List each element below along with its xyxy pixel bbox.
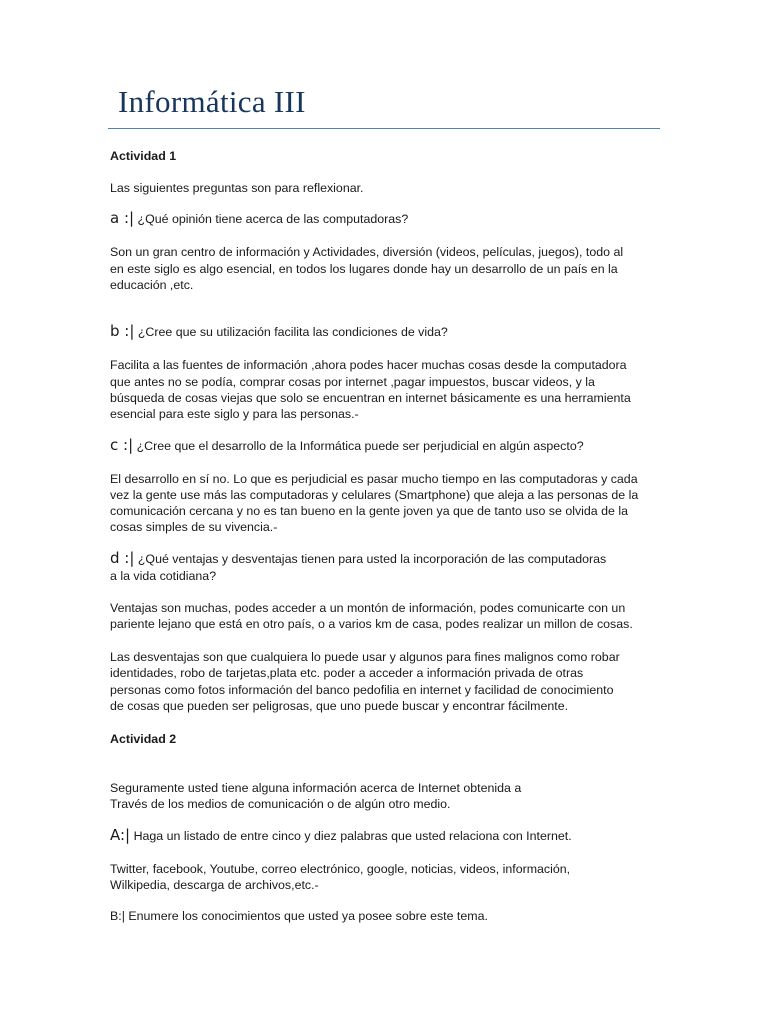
question-b [110, 323, 670, 341]
question-c-text: ¿Cree que el desarrollo de la Informática puede ser perjudicial en algún aspecto? [136, 439, 584, 453]
question-d-text-cont: a la vida cotidiana? [110, 569, 217, 583]
answer-a-line: Son un gran centro de información y Actividades, diversión (videos, películas, juegos), todo al [110, 245, 624, 259]
answer-d-line: personas como fotos información del banco pedofilia en internet y facilidad de conocimiento [110, 683, 614, 697]
answer-A-line: Twitter, facebook, Youtube, correo electrónico, google, noticias, videos, información, [110, 862, 571, 876]
question-B [110, 908, 670, 925]
answer-d-line: Las desventajas son que cualquiera lo puede usar y algunos para fines malignos como robar [110, 650, 620, 664]
question-c [110, 437, 670, 455]
question-d-letter: d :| [110, 549, 135, 567]
activity2-intro-line: Seguramente usted tiene alguna información acerca de Internet obtenida a [110, 781, 522, 795]
activity2-intro-line: Través de los medios de comunicación o de algún otro medio. [110, 797, 451, 811]
question-a-letter: a :| [110, 209, 135, 227]
answer-b-line: esencial para este siglo y para las personas.- [110, 407, 359, 421]
document-title: Informática III [118, 84, 306, 119]
answer-d-line: pariente lejano que está en otro país, o a varios km de casa, podes realizar un millon de cosas. [110, 617, 633, 631]
answer-c-line: El desarrollo en sí no. Lo que es perjudicial es pasar mucho tiempo en las computadoras y cada [110, 472, 638, 486]
question-A [110, 827, 670, 845]
question-B-letter: B:| [110, 909, 125, 923]
question-d-text: ¿Qué ventajas y desventajas tienen para usted la incorporación de las computadoras [137, 552, 607, 566]
question-B-text: Enumere los conocimientos que usted ya posee sobre este tema. [128, 909, 488, 923]
question-A-text: Haga un listado de entre cinco y diez palabras que usted relaciona con Internet. [133, 829, 572, 843]
question-A-letter: A:| [110, 826, 131, 844]
answer-d-line: de cosas que pueden ser peligrosas, que uno puede buscar y encontrar fácilmente. [110, 699, 569, 713]
title-underline [108, 128, 660, 129]
answer-b-line: Facilita a las fuentes de información ,ahora podes hacer muchas cosas desde la computadora [110, 358, 627, 372]
question-a [110, 210, 670, 228]
activity1-heading: Actividad 1 [110, 149, 177, 163]
activity1-intro: Las siguientes preguntas son para reflexionar. [110, 181, 364, 195]
activity2-heading: Actividad 2 [110, 732, 177, 746]
answer-A-line: Wilkipedia, descarga de archivos,etc.- [110, 878, 319, 892]
answer-a-line: educación ,etc. [110, 278, 194, 292]
answer-c-line: vez la gente use más las computadoras y celulares (Smartphone) que aleja a las personas de la [110, 488, 639, 502]
answer-a-line: en este siglo es algo esencial, en todos los lugares donde hay un desarrollo de un país en la [110, 262, 618, 276]
question-a-text: ¿Qué opinión tiene acerca de las computadoras? [137, 212, 409, 226]
answer-c-line: comunicación cercana y no es tan bueno en la gente joven ya que de tanto uso se olvida de la [110, 504, 629, 518]
answer-d-line: Ventajas son muchas, podes acceder a un montón de información, podes comunicarte con un [110, 601, 626, 615]
question-b-text: ¿Cree que su utilización facilita las condiciones de vida? [137, 325, 448, 339]
answer-d-line: identidades, robo de tarjetas,plata etc. poder a acceder a información privada de otras [110, 666, 584, 680]
question-c-letter: c :| [110, 436, 134, 454]
question-b-letter: b :| [110, 322, 135, 340]
answer-b-line: búsqueda de cosas viejas que solo se encuentran en internet básicamente es una herramienta [110, 391, 631, 405]
question-d [110, 550, 670, 568]
answer-c-line: cosas simples de su vivencia.- [110, 520, 278, 534]
answer-b-line: que antes no se podía, comprar cosas por internet ,pagar impuestos, buscar videos, y la [110, 375, 595, 389]
